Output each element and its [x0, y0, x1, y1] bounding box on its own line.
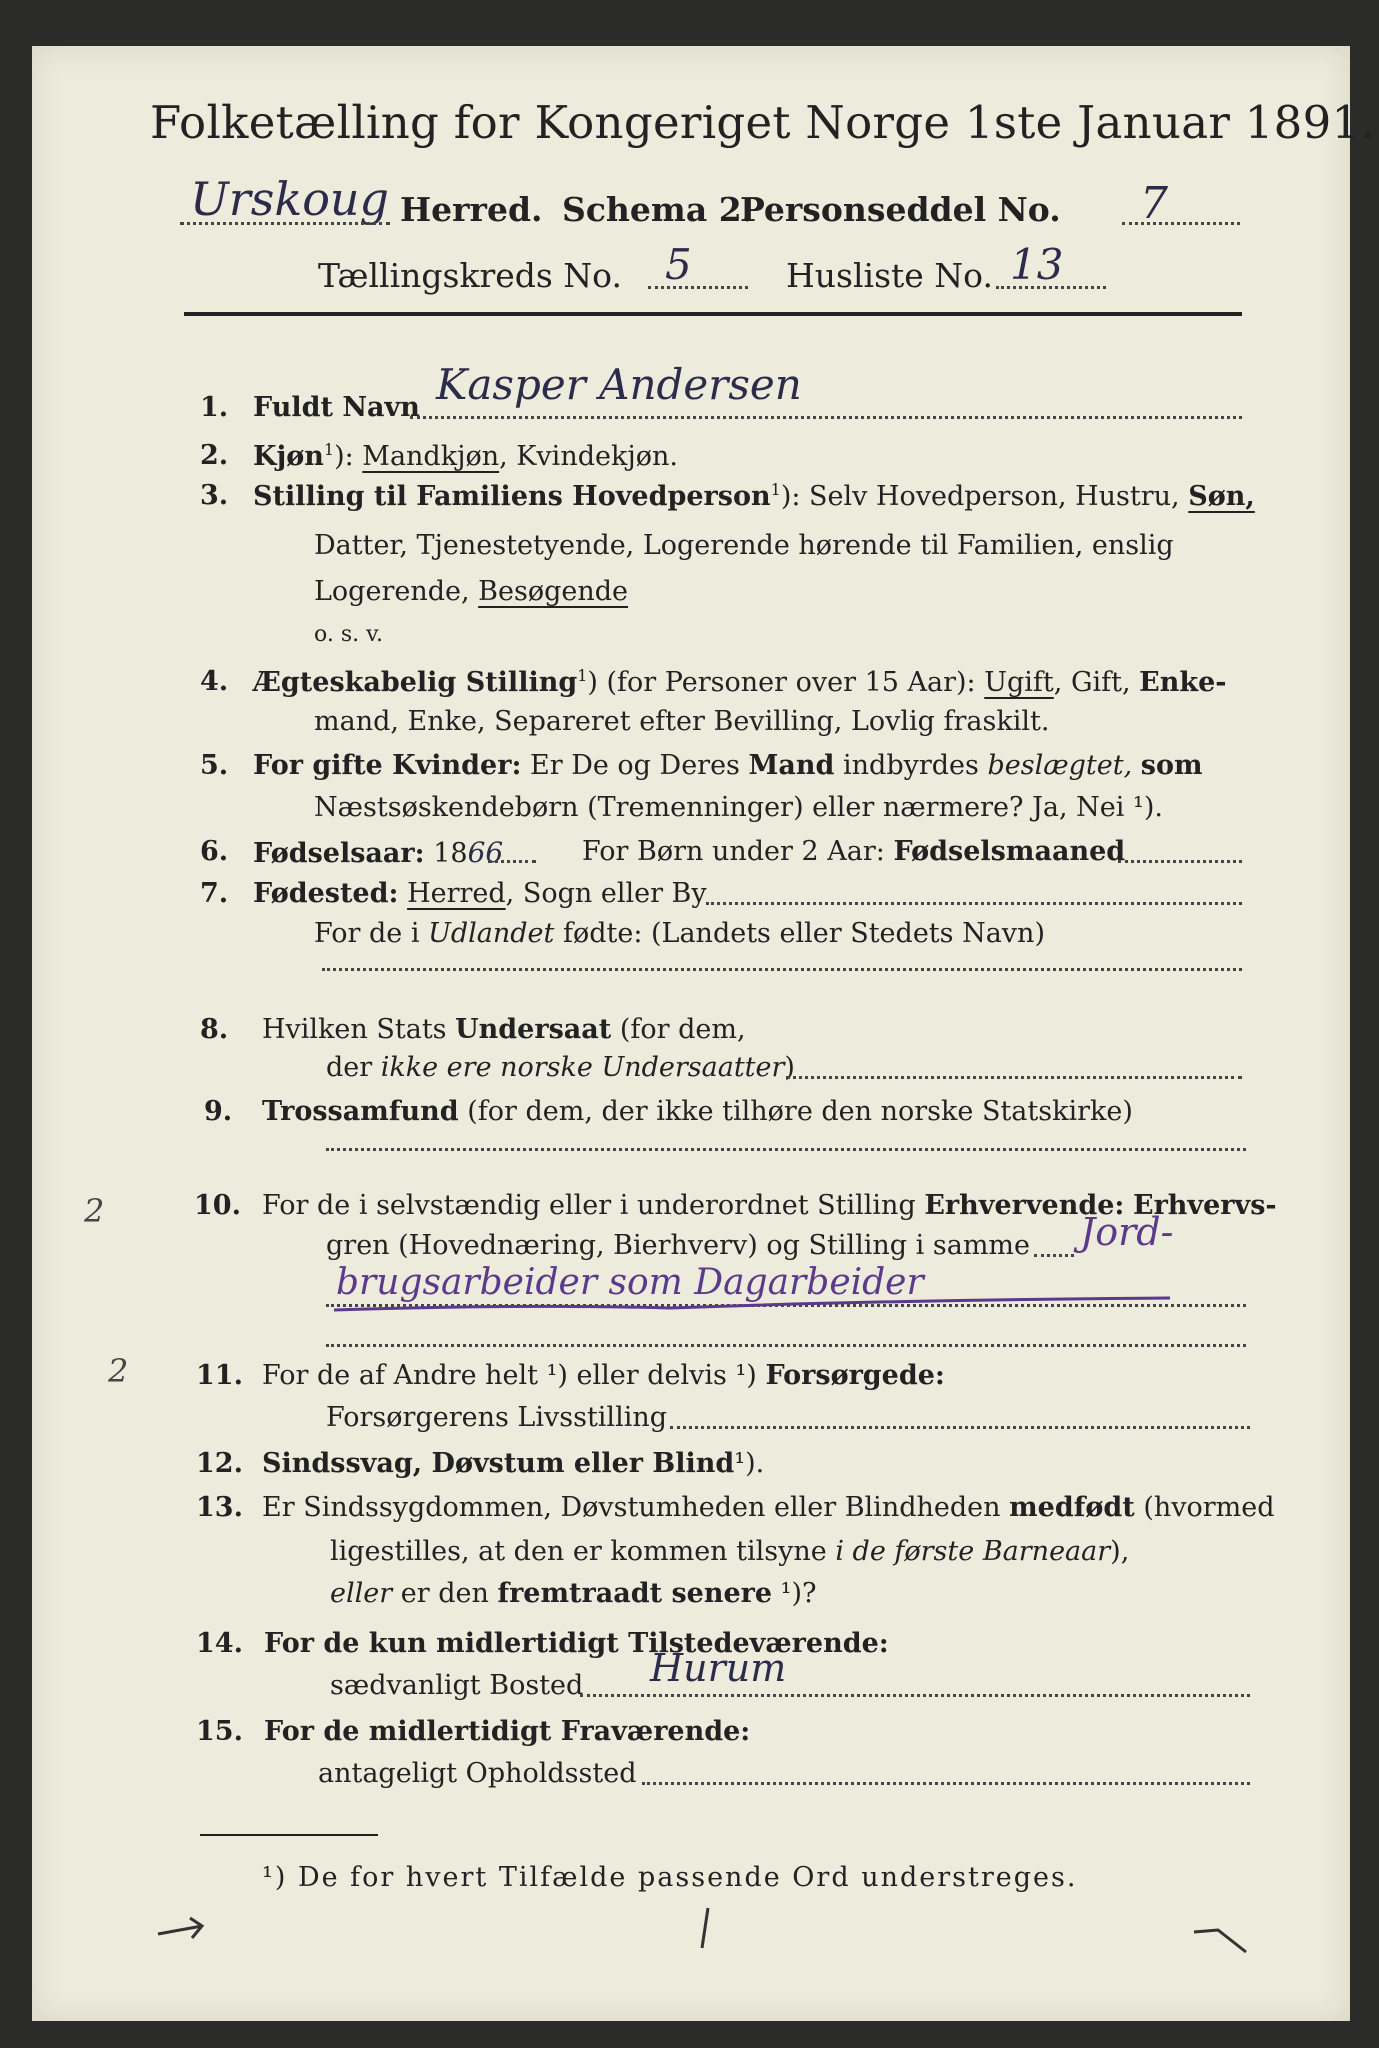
q2-mandkjon: Mandkjøn [362, 441, 500, 472]
q6-year-value: 66 [467, 836, 504, 869]
margin-mark-q10: 2 [84, 1192, 105, 1230]
q14-line2: sædvanligt Bosted [330, 1670, 584, 1701]
q10-line2: gren (Hovednæring, Bierhverv) og Stilling i samme [326, 1230, 1031, 1261]
kreds-value: 5 [665, 240, 692, 289]
q8-undersaat: Undersaat [455, 1014, 612, 1045]
q11-line1a: For de af Andre helt ¹) eller delvis ¹) [262, 1360, 757, 1391]
q2-number: 2. [200, 440, 229, 471]
q4-label: Ægteskabelig Stilling [253, 667, 578, 698]
q6-number: 6. [200, 836, 229, 867]
kreds-label: Tællingskreds No. [318, 256, 622, 295]
q13-medfodt: medfødt [1009, 1492, 1135, 1523]
q7-answer-dots [322, 968, 1242, 971]
header-rule [184, 312, 1242, 316]
q5-som: som [1140, 750, 1203, 781]
q7-dots [706, 902, 1242, 905]
form-title: Folketælling for Kongeriget Norge 1ste Januar 1891. [150, 96, 1376, 149]
q13-number: 13. [196, 1492, 243, 1523]
q5-line1b: indbyrdes [843, 750, 979, 781]
q13-line1b: (hvormed [1143, 1492, 1275, 1523]
q13-line3b: ¹)? [780, 1578, 817, 1609]
q3-line4: o. s. v. [314, 622, 383, 647]
q4-line2: mand, Enke, Separeret efter Bevilling, Lovlig fraskilt. [314, 706, 1050, 737]
q9-answer-dots [326, 1148, 1246, 1151]
q8-number: 8. [200, 1014, 229, 1045]
q14-bosted-value: Hurum [650, 1646, 787, 1690]
q13-line1a: Er Sindssygdommen, Døvstumheden eller Blindheden [262, 1492, 1001, 1523]
q10-answer-dots-2 [326, 1344, 1246, 1347]
q6-label2: Fødselsmaaned [893, 836, 1126, 867]
q10-line1a: For de i selvstændig eller i underordnet Stilling [262, 1190, 916, 1221]
q15-label: For de midlertidigt Fraværende: [264, 1716, 751, 1747]
q6-prefix: 18 [433, 838, 468, 869]
q10-value1: Jord- [1080, 1210, 1174, 1254]
q4-ugift: Ugift [984, 667, 1054, 698]
q15-line2: antageligt Opholdssted [318, 1758, 637, 1789]
q1-number: 1. [200, 392, 229, 423]
q3-line1: ): Selv Hovedperson, Hustru, [780, 481, 1180, 512]
q12-label: Sindssvag, Døvstum eller Blind [262, 1448, 735, 1479]
q13-line3a: er den [400, 1578, 489, 1609]
q4-line1b: , Gift, [1053, 667, 1131, 698]
bottom-center-mark [690, 1904, 720, 1954]
q3-son: Søn, [1188, 481, 1255, 512]
personseddel-dots [1122, 222, 1240, 225]
q15-dots [642, 1782, 1250, 1785]
q14-number: 14. [196, 1628, 243, 1659]
q7-number: 7. [200, 878, 229, 909]
husliste-value: 13 [1010, 240, 1064, 289]
personseddel-label: Personseddel No. [740, 190, 1061, 229]
q12-rest: ¹). [734, 1448, 765, 1479]
q6-rest: For Børn under 2 Aar: [582, 836, 885, 867]
q13-line2i: i de første Barneaar [835, 1536, 1111, 1567]
herred-dots [180, 222, 390, 225]
husliste-label: Husliste No. [786, 256, 993, 295]
q10-erhvervende: Erhvervende: [924, 1190, 1125, 1221]
schema-label: Schema 2. [562, 190, 754, 229]
q5-line2: Næstsøskendebørn (Tremenninger) eller nærmere? Ja, Nei ¹). [314, 792, 1163, 823]
q11-forsorgede: Forsørgede: [765, 1360, 945, 1391]
bottom-right-mark [1188, 1922, 1258, 1962]
q13-line2a: ligestilles, at den er kommen tilsyne [330, 1536, 827, 1567]
herred-label: Herred. [400, 190, 543, 229]
q3-line3a: Logerende, [314, 576, 470, 607]
q7-label: Fødested: [253, 878, 399, 909]
q9-rest: (for dem, der ikke tilhøre den norske Statskirke) [467, 1096, 1133, 1127]
q3-line2: Datter, Tjenestetyende, Logerende hørende til Familien, enslig [314, 530, 1174, 561]
q5-beslaegtet: beslægtet, [987, 750, 1133, 781]
q8-line2a: der [326, 1052, 373, 1083]
q7-udlandet: Udlandet [428, 918, 555, 949]
q11-dots [670, 1426, 1250, 1429]
q5-line1a: Er De og Deres [530, 750, 740, 781]
q3-label: Stilling til Familiens Hovedperson [253, 481, 771, 512]
q2-pre: ): [334, 441, 354, 472]
kreds-dots [648, 286, 748, 289]
bottom-left-mark [150, 1910, 220, 1950]
q3-besogende: Besøgende [478, 576, 629, 607]
q14-label: For de kun midlertidigt Tilstedeværende: [264, 1628, 889, 1659]
q1-name-value: Kasper Andersen [436, 360, 802, 409]
q7-herred: Herred [407, 878, 506, 909]
q10-ink-underline [330, 1296, 1190, 1320]
q8-dots [786, 1076, 1242, 1079]
q4-line1a: ) (for Personer over 15 Aar): [587, 667, 976, 698]
q10-dots1 [1034, 1254, 1074, 1257]
q9-number: 9. [204, 1096, 233, 1127]
q3-number: 3. [200, 480, 229, 511]
q7-line2a: For de i [314, 918, 420, 949]
q1-label: Fuldt Navn [253, 392, 420, 423]
q2-label: Kjøn [253, 441, 324, 472]
q4-number: 4. [200, 666, 229, 697]
q2-rest: , Kvindekjøn. [499, 441, 678, 472]
q3-sup: 1 [770, 480, 781, 499]
q7-rest: , Sogn eller By [505, 878, 707, 909]
margin-mark-q11: 2 [108, 1352, 129, 1390]
q6-dots2 [1118, 860, 1242, 863]
footnote: ¹) De for hvert Tilfælde passende Ord understreges. [262, 1862, 1078, 1893]
q10-erhvervs: Erhvervs- [1133, 1190, 1277, 1221]
q5-mand: Mand [748, 750, 835, 781]
husliste-dots [996, 286, 1106, 289]
q5-label: For gifte Kvinder: [253, 750, 522, 781]
footnote-rule [200, 1834, 378, 1836]
q8-line2b: ) [784, 1052, 795, 1083]
q9-label: Trossamfund [262, 1096, 459, 1127]
q8-line1a: Hvilken Stats [262, 1014, 447, 1045]
q13-eller: eller [330, 1578, 393, 1609]
q11-number: 11. [196, 1360, 243, 1391]
q14-dots [580, 1694, 1250, 1697]
q13-fremtraadt: fremtraadt senere [497, 1578, 773, 1609]
q10-number: 10. [194, 1190, 241, 1221]
q8-line2i: ikke ere norske Undersaatter [380, 1052, 785, 1083]
personseddel-value: 7 [1140, 178, 1168, 229]
q4-sup: 1 [577, 666, 588, 685]
q5-number: 5. [200, 750, 229, 781]
q10-value2: brugsarbeider som Dagarbeider [336, 1262, 924, 1303]
q15-number: 15. [196, 1716, 243, 1747]
q12-number: 12. [196, 1448, 243, 1479]
herred-value: Urskoug [190, 172, 390, 226]
q6-dots1 [488, 860, 536, 863]
q11-line2: Forsørgerens Livsstilling [326, 1402, 668, 1433]
q8-line1b: (for dem, [619, 1014, 746, 1045]
q1-dots [410, 416, 1242, 419]
q6-label: Fødselsaar: [253, 838, 425, 869]
q2-sup: 1 [323, 440, 335, 459]
q4-enke: Enke- [1139, 667, 1227, 698]
q7-line2b: fødte: (Landets eller Stedets Navn) [562, 918, 1045, 949]
